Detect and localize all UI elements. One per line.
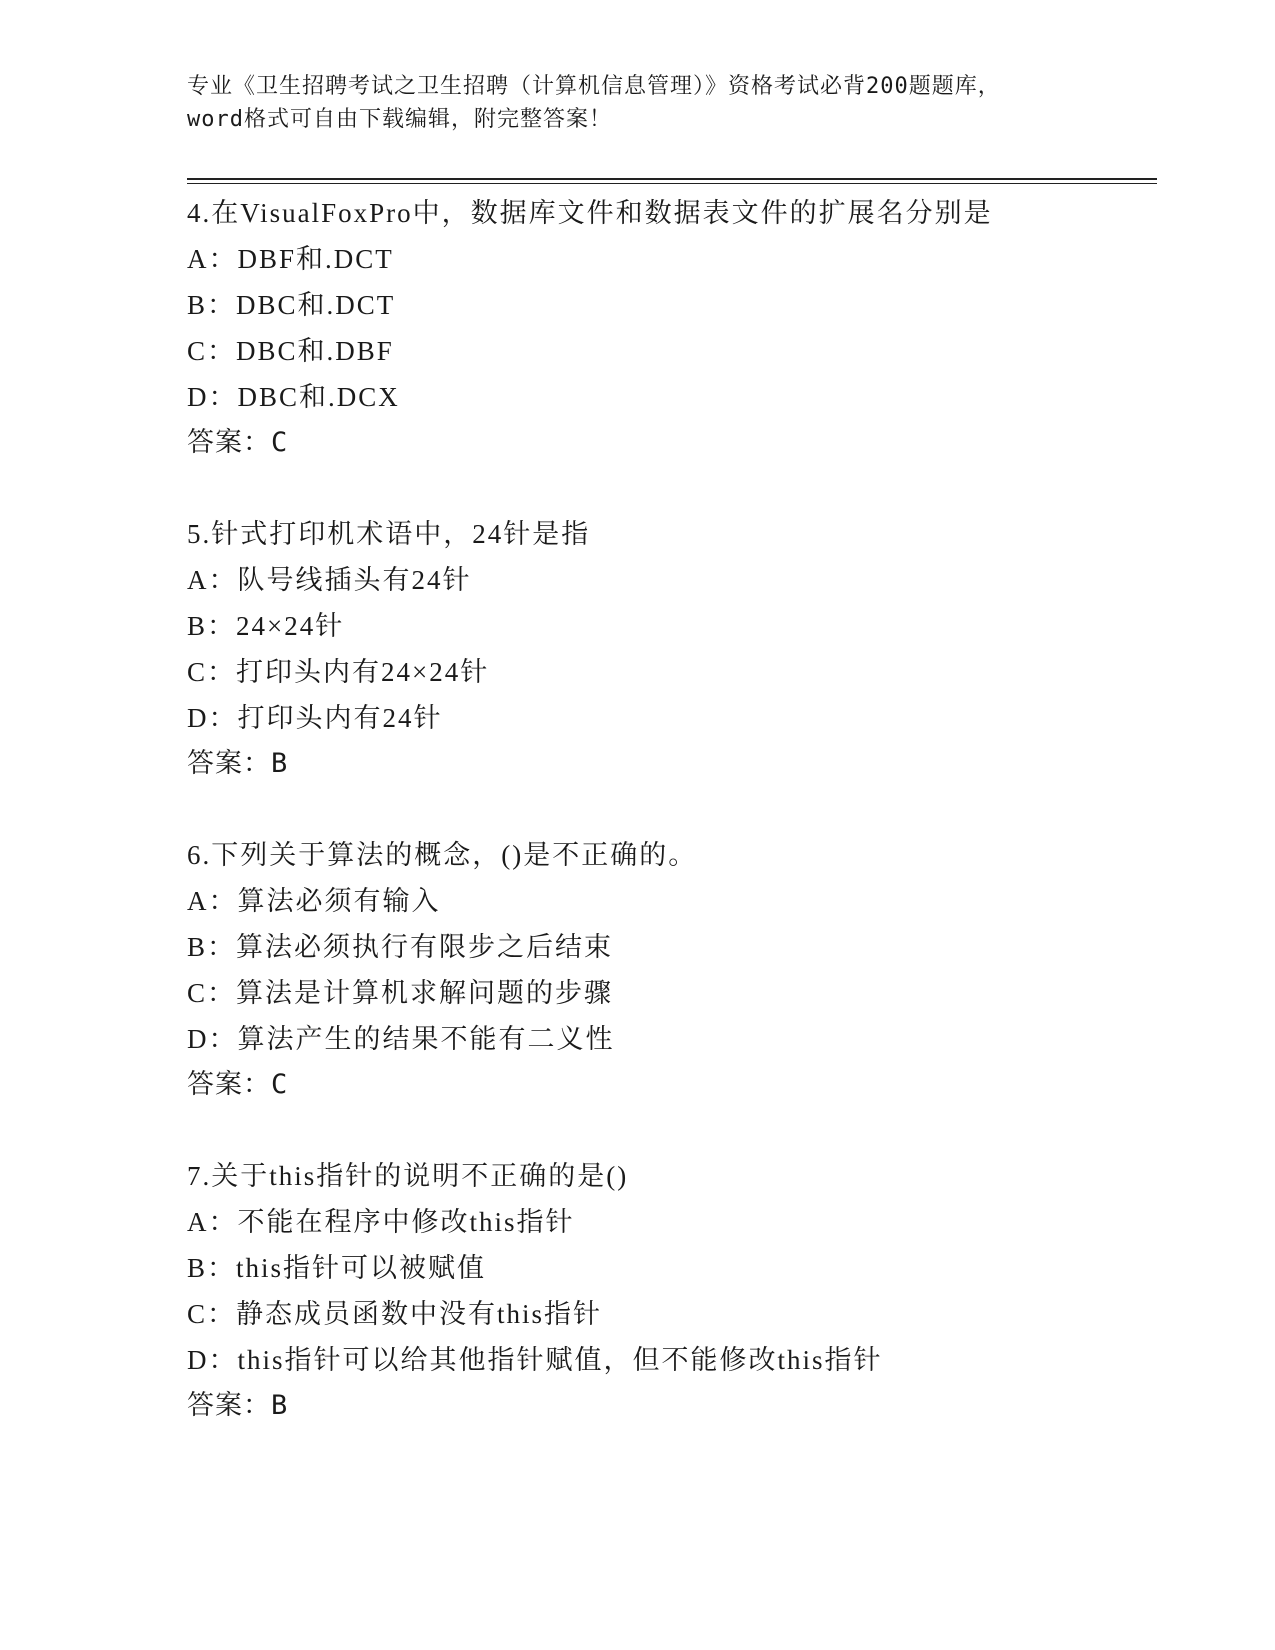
option-a: A：不能在程序中修改this指针 (187, 1207, 575, 1237)
question-stem: 4.在VisualFoxPro中，数据库文件和数据表文件的扩展名分别是 (187, 198, 993, 228)
option-b: B：算法必须执行有限步之后结束 (187, 932, 614, 962)
question-item (187, 832, 1147, 1108)
option-c: C：DBC和.DBF (187, 336, 394, 366)
option-a: A：队号线插头有24针 (187, 565, 472, 595)
question-stem: 7.关于this指针的说明不正确的是() (187, 1161, 629, 1191)
option-a: A：算法必须有输入 (187, 886, 441, 916)
question-stem: 6.下列关于算法的概念，()是不正确的。 (187, 840, 698, 870)
question-list (187, 190, 1147, 1474)
answer-line: 答案：C (187, 427, 289, 458)
option-b: B：this指针可以被赋值 (187, 1253, 487, 1283)
document-header (187, 70, 1087, 136)
question-item (187, 1153, 1147, 1429)
option-c: C：打印头内有24×24针 (187, 657, 490, 687)
option-b: B：DBC和.DCT (187, 290, 396, 320)
header-divider-thin (187, 183, 1157, 184)
option-d: D：this指针可以给其他指针赋值，但不能修改this指针 (187, 1345, 883, 1375)
option-c: C：算法是计算机求解问题的步骤 (187, 978, 614, 1008)
answer-line: 答案：B (187, 1390, 289, 1421)
question-stem: 5.针式打印机术语中，24针是指 (187, 519, 591, 549)
option-a: A：DBF和.DCT (187, 244, 394, 274)
option-d: D：打印头内有24针 (187, 703, 443, 733)
option-c: C：静态成员函数中没有this指针 (187, 1299, 603, 1329)
option-d: D：算法产生的结果不能有二义性 (187, 1024, 615, 1054)
answer-line: 答案：C (187, 1069, 289, 1100)
answer-line: 答案：B (187, 748, 289, 779)
question-item (187, 190, 1147, 466)
header-line-1: 专业《卫生招聘考试之卫生招聘（计算机信息管理）》资格考试必背200题题库， (187, 74, 1001, 99)
header-line-2: word格式可自由下载编辑，附完整答案！ (187, 107, 612, 132)
question-item (187, 511, 1147, 787)
header-divider-thick (187, 178, 1157, 180)
option-d: D：DBC和.DCX (187, 382, 400, 412)
option-b: B：24×24针 (187, 611, 345, 641)
